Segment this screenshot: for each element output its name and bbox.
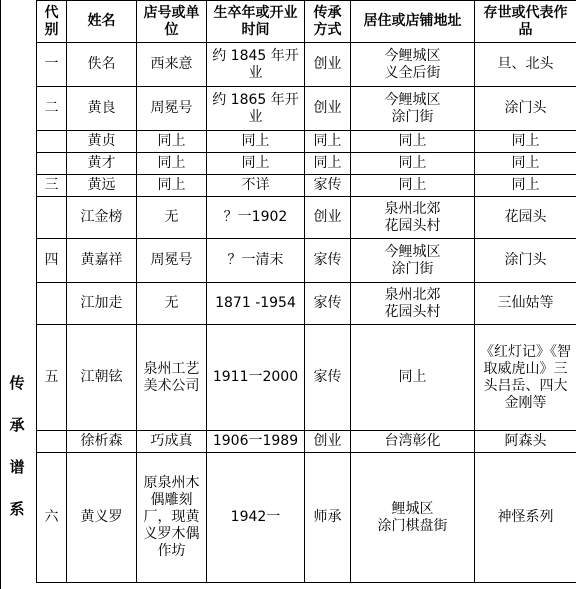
cell-name: 黄嘉祥: [67, 239, 137, 283]
cell-works: 神怪系列: [475, 453, 576, 583]
cell-shop: 同上: [137, 175, 207, 197]
cell-residence: 鲤城区 涂门棋盘街: [351, 453, 475, 583]
cell-works: 同上: [475, 175, 576, 197]
cell-generation: [37, 197, 67, 239]
genealogy-table: [36, 0, 576, 583]
table-row: [37, 43, 576, 87]
cell-inheritance: 创业: [305, 197, 351, 239]
table-row: [37, 175, 576, 197]
cell-residence: 今鲤城区 义全后街: [351, 43, 475, 87]
cell-years: ？一1902: [207, 197, 305, 239]
cell-residence: 同上: [351, 175, 475, 197]
cell-works: 阿森头: [475, 431, 576, 453]
cell-shop: 无: [137, 283, 207, 325]
cell-inheritance: 创业: [305, 43, 351, 87]
cell-name: 佚名: [67, 43, 137, 87]
header-works: 存世或代表作品: [475, 1, 576, 43]
cell-residence: 同上: [351, 153, 475, 175]
cell-name: 江朝铉: [67, 325, 137, 431]
cell-shop: 泉州工艺美术公司: [137, 325, 207, 431]
cell-inheritance: 师承: [305, 453, 351, 583]
cell-works: 涂门头: [475, 87, 576, 131]
cell-inheritance: 创业: [305, 431, 351, 453]
cell-shop: 同上: [137, 153, 207, 175]
table-row: [37, 283, 576, 325]
header-shop: 店号或单位: [137, 1, 207, 43]
table-row: [37, 197, 576, 239]
cell-name: 江金榜: [67, 197, 137, 239]
header-years: 生卒年或开业时间: [207, 1, 305, 43]
cell-works: 旦、北头: [475, 43, 576, 87]
cell-generation: 二: [37, 87, 67, 131]
cell-inheritance: 家传: [305, 175, 351, 197]
cell-years: 同上: [207, 153, 305, 175]
side-title: [5, 370, 29, 538]
cell-works: 同上: [475, 153, 576, 175]
cell-years: 1871 -1954: [207, 283, 305, 325]
cell-years: ？一清末: [207, 239, 305, 283]
cell-inheritance: 家传: [305, 325, 351, 431]
cell-generation: [37, 283, 67, 325]
header-row: [37, 1, 576, 43]
cell-inheritance: 同上: [305, 153, 351, 175]
side-title-char: 系: [9, 500, 25, 518]
table-row: [37, 87, 576, 131]
cell-generation: 六: [37, 453, 67, 583]
header-name: 姓名: [67, 1, 137, 43]
cell-years: 同上: [207, 131, 305, 153]
cell-generation: 三: [37, 175, 67, 197]
cell-generation: [37, 131, 67, 153]
cell-name: 江加走: [67, 283, 137, 325]
cell-name: 黄良: [67, 87, 137, 131]
cell-works: 三仙姑等: [475, 283, 576, 325]
cell-works: 花园头: [475, 197, 576, 239]
cell-shop: 巧成真: [137, 431, 207, 453]
header-inheritance: 传承方式: [305, 1, 351, 43]
cell-generation: 五: [37, 325, 67, 431]
cell-generation: [37, 153, 67, 175]
cell-shop: 同上: [137, 131, 207, 153]
cell-residence: 台湾彰化: [351, 431, 475, 453]
cell-works: 同上: [475, 131, 576, 153]
cell-residence: 今鲤城区 涂门街: [351, 239, 475, 283]
cell-residence: 同上: [351, 325, 475, 431]
cell-generation: 四: [37, 239, 67, 283]
cell-generation: [37, 431, 67, 453]
cell-shop: 无: [137, 197, 207, 239]
table-row: [37, 325, 576, 431]
header-residence: 居住或店铺地址: [351, 1, 475, 43]
cell-years: 1942一: [207, 453, 305, 583]
cell-inheritance: 同上: [305, 131, 351, 153]
cell-residence: 泉州北郊 花园头村: [351, 283, 475, 325]
table-row: [37, 453, 576, 583]
cell-residence: 今鲤城区 涂门街: [351, 87, 475, 131]
side-title-char: 传: [9, 374, 25, 392]
table-row: [37, 153, 576, 175]
cell-name: 黄义罗: [67, 453, 137, 583]
cell-years: 不详: [207, 175, 305, 197]
table-row: [37, 239, 576, 283]
cell-years: 约 1845 年开业: [207, 43, 305, 87]
cell-inheritance: 家传: [305, 283, 351, 325]
cell-inheritance: 家传: [305, 239, 351, 283]
cell-residence: 同上: [351, 131, 475, 153]
cell-name: 黄远: [67, 175, 137, 197]
cell-shop: 原泉州木偶雕刻厂，现黄义罗木偶作坊: [137, 453, 207, 583]
cell-name: 黄贞: [67, 131, 137, 153]
table-row: [37, 131, 576, 153]
cell-name: 徐析森: [67, 431, 137, 453]
cell-shop: 周冕号: [137, 239, 207, 283]
cell-works: 涂门头: [475, 239, 576, 283]
cell-name: 黄才: [67, 153, 137, 175]
cell-generation: 一: [37, 43, 67, 87]
cell-years: 1911一2000: [207, 325, 305, 431]
table-row: [37, 431, 576, 453]
cell-shop: 周冕号: [137, 87, 207, 131]
side-title-char: 承: [9, 416, 25, 434]
side-title-column: [0, 0, 37, 589]
side-title-char: 谱: [9, 458, 25, 476]
cell-inheritance: 创业: [305, 87, 351, 131]
cell-residence: 泉州北郊 花园头村: [351, 197, 475, 239]
cell-shop: 西来意: [137, 43, 207, 87]
cell-years: 1906一1989: [207, 431, 305, 453]
cell-works: 《红灯记》《智取威虎山》三头吕岳、四大金刚等: [475, 325, 576, 431]
header-generation: 代别: [37, 1, 67, 43]
cell-years: 约 1865 年开业: [207, 87, 305, 131]
